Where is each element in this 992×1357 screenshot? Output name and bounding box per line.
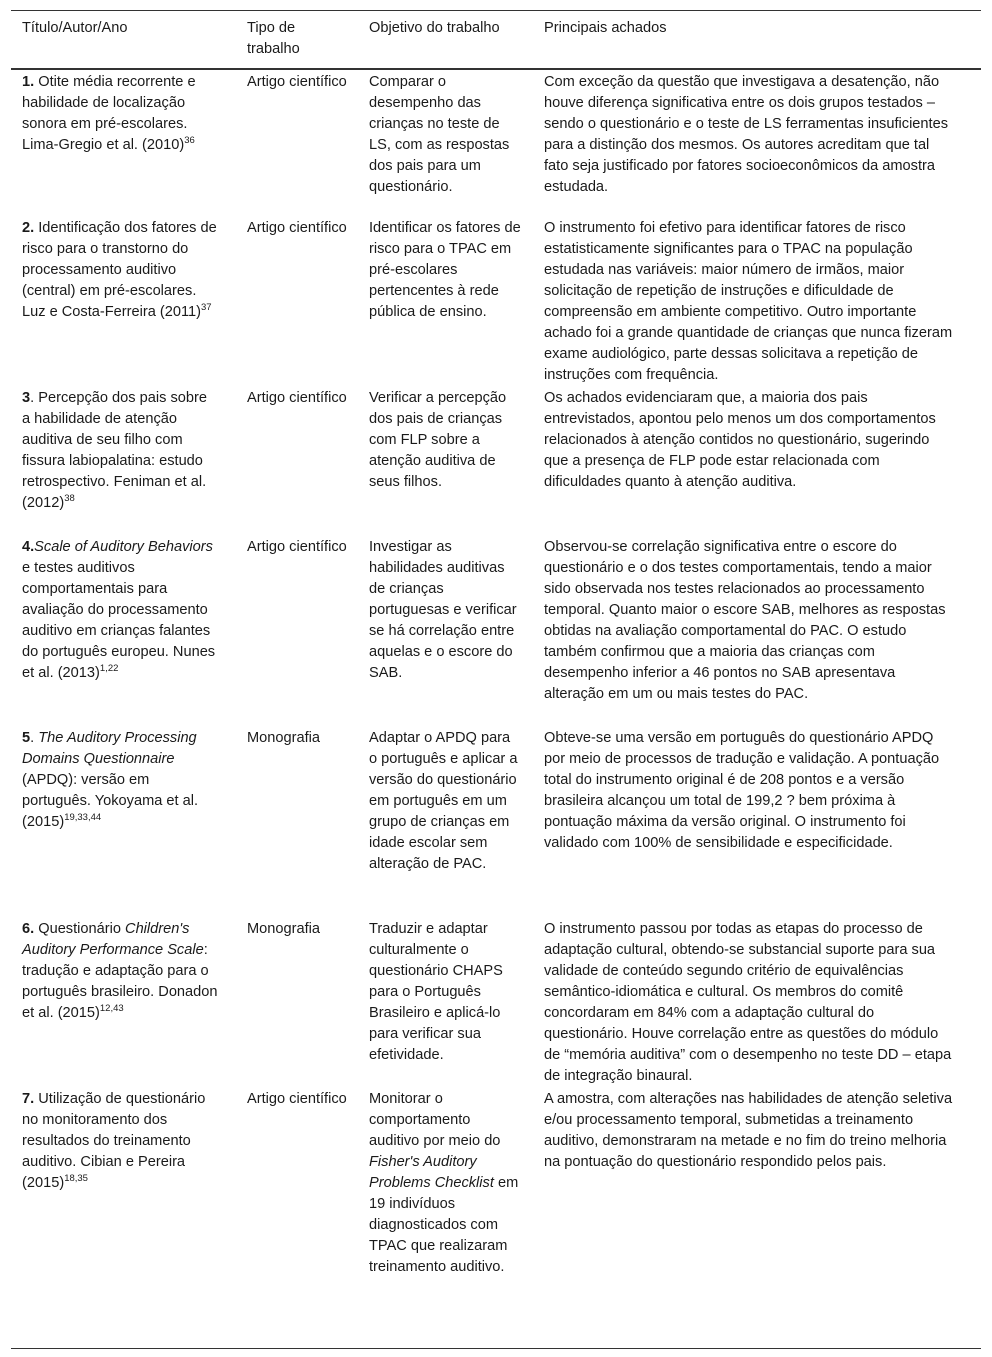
cell-work-type: Artigo científico [247, 1091, 347, 1107]
table-row [11, 537, 981, 728]
title-italic: Children's Auditory Performance Scale [22, 921, 204, 958]
table-header [11, 11, 981, 70]
cell-findings: O instrumento foi efetivo para identificar fatores de risco estatisticamente significantes para o TPAC na população estudada nas variáveis: maior número de irmãos, maior solicitação de repetição de instruções e dificuldade de compreensão em ambiente competitivo. Outro importante achado foi a grande quantidade de crianças que nunca fizeram exame audiológico, parte dessas solicitava a repetição de instruções com frequência. [544, 220, 953, 383]
table-body [11, 69, 981, 1348]
cell-work-type: Artigo científico [247, 390, 347, 406]
title-text: Identificação dos fatores de risco para o transtorno do processamento auditivo (central) em pré-escolares. Luz e Costa-Ferreira (2011) [22, 220, 217, 320]
reference-numbers: 36 [184, 135, 195, 146]
title-text: Questionário [34, 921, 126, 937]
row-number: 7. [22, 1091, 35, 1107]
table-row [11, 919, 981, 1089]
reference-numbers: 19,33,44 [64, 812, 102, 823]
cell-title [11, 218, 235, 388]
cell-findings: Obteve-se uma versão em português do questionário APDQ por meio de processos de tradução e validação. A pontuação total do instrumento original é de 208 pontos e a versão brasileira alcançou um total de 199,2 ? bem próxima à pontuação máxima da versão original. O instrumento foi validado com 100% de sensibilidade e especificidade. [544, 730, 940, 851]
title-text: Utilização de questionário no monitoramento dos resultados do treinamento auditivo. Cibian e Pereira (2015) [22, 1091, 206, 1191]
cell-title [11, 728, 235, 919]
objective-text: Adaptar o APDQ para o português e aplicar a versão do questionário em português em um grupo de crianças em idade escolar sem alteração de PAC. [369, 730, 518, 872]
title-text-cont: e testes auditivos comportamentais para avaliação do processamento auditivo em crianças falantes do português europeu. Nunes et al. (2013) [22, 560, 216, 681]
cell-findings: Com exceção da questão que investigava a desatenção, não houve diferença significativa entre os dois grupos testados – sendo o questionário e o teste de LS ferramentas insuficientes para a distinção dos mesmos. Os autores acreditam que tal fato seja justificado por fatores socioeconômicos da amostra estudada. [544, 74, 949, 195]
row-number: 3 [22, 390, 31, 406]
header-row [11, 11, 981, 70]
cell-objective [359, 919, 536, 1089]
cell-findings: A amostra, com alterações nas habilidades de atenção seletiva e/ou processamento temporal, submetidas a treinamento auditivo, demonstraram na metade e no fim do treino melhoria na pontuação do questionário respondido pelos pais. [544, 1091, 953, 1170]
reference-numbers: 12,43 [99, 1003, 124, 1014]
cell-title [11, 69, 235, 218]
row-number: 4. [22, 539, 35, 555]
cell-objective [359, 69, 536, 218]
cell-findings: O instrumento passou por todas as etapas do processo de adaptação cultural, obtendo-se substancial suporte para sua validade de conteúdo segundo critério de equivalências semântico-idiomática e cultural. Os membros do comitê concordaram em 84% com a adaptação cultural do questionário. Houve correlação entre as questões do módulo de “memória auditiva” com o desempenho no teste DD – etapa de integração binaural. [544, 921, 952, 1084]
table-row [11, 388, 981, 537]
reference-numbers: 37 [200, 302, 212, 313]
cell-work-type: Monografia [247, 921, 321, 937]
objective-text: Identificar os fatores de risco para o TPAC em pré-escolares pertencentes à rede pública de ensino. [369, 220, 521, 320]
header-title-author-year: Título/Autor/Ano [22, 20, 128, 36]
table-row [11, 218, 981, 388]
objective-text-cont: em 19 indivíduos diagnosticados com TPAC que realizaram treinamento auditivo. [369, 1175, 519, 1275]
studies-table [11, 10, 981, 1349]
cell-work-type: Artigo científico [247, 539, 347, 555]
title-text: Otite média recorrente e habilidade de localização sonora em pré-escolares. Lima-Gregio et al. (2010) [22, 74, 196, 153]
reference-numbers: 18,35 [64, 1173, 88, 1184]
row-number: 6. [22, 921, 35, 937]
title-italic: The Auditory Processing Domains Questionnaire [22, 730, 197, 767]
objective-italic: Fisher's Auditory Problems Checklist [369, 1154, 494, 1191]
title-italic: Scale of Auditory Behaviors [34, 539, 213, 555]
header-work-type: Tipo de trabalho [247, 20, 300, 57]
title-text: . Percepção dos pais sobre a habilidade de atenção auditiva de seu filho com fissura labiopalatina: estudo retrospectivo. Feniman et al. (2012) [22, 390, 207, 511]
cell-title [11, 388, 235, 537]
header-main-findings: Principais achados [544, 20, 667, 36]
cell-objective [359, 218, 536, 388]
cell-work-type: Monografia [247, 730, 321, 746]
cell-title [11, 1089, 235, 1348]
cell-objective [359, 537, 536, 728]
objective-text: Verificar a percepção dos pais de crianças com FLP sobre a atenção auditiva de seus filhos. [369, 390, 507, 490]
cell-findings: Observou-se correlação significativa entre o escore do questionário e o dos testes comportamentais, tendo a maior sido observada nos testes relacionados ao processamento temporal. Quanto maior o escore SAB, melhores as respostas obtidas na avaliação comportamental do PAC. O estudo também confirmou que a maioria das crianças com desempenho inferior a 46 pontos no SAB apresentava alteração em um ou mais testes do PAC. [544, 539, 946, 702]
cell-objective [359, 728, 536, 919]
objective-text: Comparar o desempenho das crianças no teste de LS, com as respostas dos pais para um questionário. [369, 74, 510, 195]
header-objective: Objetivo do trabalho [369, 20, 500, 36]
row-number: 1. [22, 74, 35, 90]
cell-work-type: Artigo científico [247, 220, 347, 236]
row-number: 5 [22, 730, 31, 746]
cell-objective [359, 1089, 536, 1348]
cell-title [11, 919, 235, 1089]
row-number: 2. [22, 220, 35, 236]
table-row [11, 728, 981, 919]
reference-numbers: 1,22 [99, 663, 119, 674]
objective-text: Monitorar o comportamento auditivo por meio do [369, 1091, 501, 1149]
title-text: . [30, 730, 39, 746]
table-row [11, 69, 981, 218]
title-text-cont: (APDQ): versão em português. Yokoyama et al. (2015) [22, 772, 199, 830]
cell-title [11, 537, 235, 728]
objective-text: Traduzir e adaptar culturalmente o questionário CHAPS para o Português Brasileiro e aplicá-lo para verificar sua efetividade. [369, 921, 503, 1063]
objective-text: Investigar as habilidades auditivas de crianças portuguesas e verificar se há correlação entre aquelas e o escore do SAB. [369, 539, 517, 681]
reference-numbers: 38 [64, 493, 75, 504]
table-row [11, 1089, 981, 1348]
cell-objective [359, 388, 536, 537]
cell-findings: Os achados evidenciaram que, a maioria dos pais entrevistados, apontou pelo menos um dos comportamentos relacionados à atenção contidos no questionário, sugerindo que a presença de FLP pode estar relacionada com dificuldades quanto à atenção auditiva. [544, 390, 936, 490]
cell-work-type: Artigo científico [247, 74, 347, 90]
title-text-cont: : tradução e adaptação para o português brasileiro. Donadon et al. (2015) [22, 942, 218, 1021]
